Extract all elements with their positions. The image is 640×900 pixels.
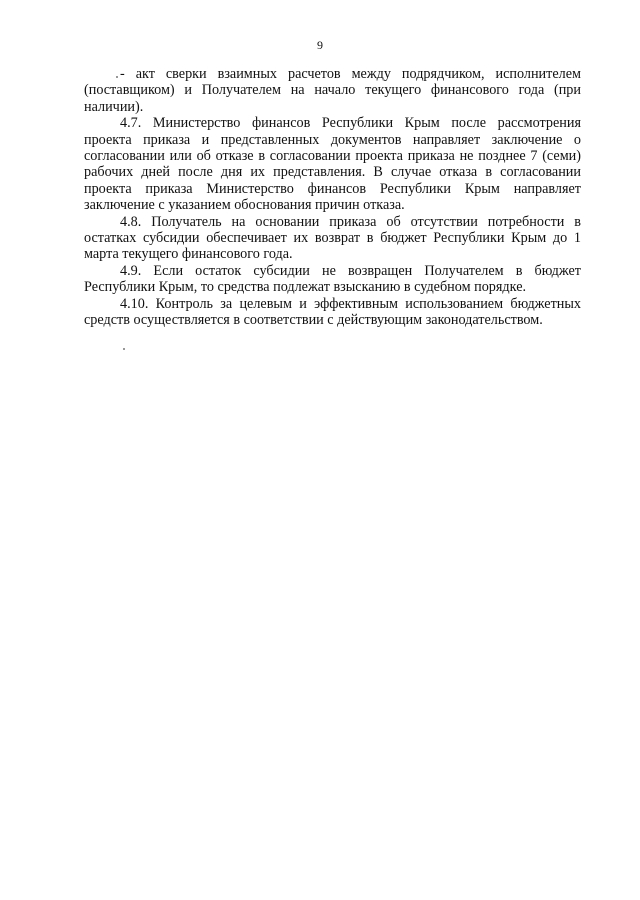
paragraph-4-8: 4.8. Получатель на основании приказа об отсутствии потребности в остатках субсидии обеспечивает их возврат в бюджет Республики Крым до 1 марта текущего финансового года. — [84, 213, 581, 263]
paragraph-4-9: 4.9. Если остаток субсидии не возвращен Получателем в бюджет Республики Крым, то средства подлежат взысканию в судебном порядке. — [84, 262, 581, 296]
page-number: 9 — [317, 38, 323, 52]
paragraph-reconciliation-act: - акт сверки взаимных расчетов между подрядчиком, исполнителем (поставщиком) и Получателем на начало текущего финансового года (при наличии). — [84, 66, 581, 115]
paragraph-4-7: 4.7. Министерство финансов Республики Крым после рассмотрения проекта приказа и представленных документов направляет заключение о согласовании или об отказе в согласовании проекта приказа не позднее 7 (семи) рабочих дней после дня их представления. В случае отказа в согласовании проекта приказа Министерство финансов Республики Крым направляет заключение с указанием обоснования причин отказа. — [84, 115, 581, 214]
document-body — [84, 66, 581, 329]
paragraph-4-10: 4.10. Контроль за целевым и эффективным использованием бюджетных средств осуществляется в соответствии с действующим законодательством. — [84, 295, 581, 329]
scan-speck — [123, 348, 125, 350]
